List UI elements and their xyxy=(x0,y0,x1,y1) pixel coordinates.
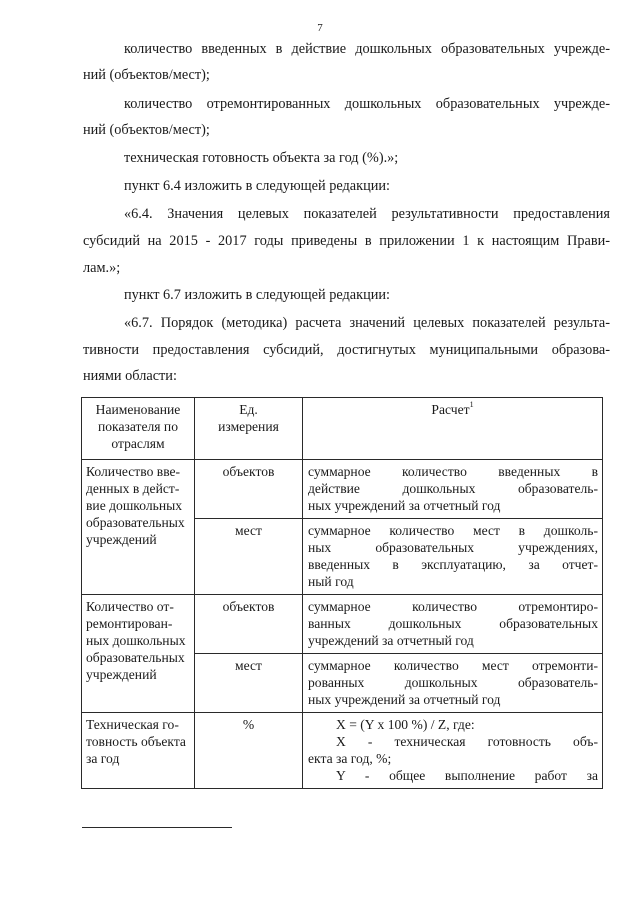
text-line-7: «6.4. Значения целевых показателей результативности предоставления xyxy=(124,206,610,222)
indicator-unit: % xyxy=(195,713,303,789)
text-line-12: тивности предоставления субсидий, достигнутых муниципальными образова- xyxy=(83,342,610,358)
formula: X = (Y x 100 %) / Z, где: xyxy=(336,717,475,732)
header-unit: Ед. измерения xyxy=(195,398,303,460)
text-line-11: «6.7. Порядок (методика) расчета значений целевых показателей результа- xyxy=(124,315,610,331)
indicators-table xyxy=(81,397,603,789)
footnote-mark: 1 xyxy=(469,400,474,409)
page-number: 7 xyxy=(317,22,323,34)
text-line-2: ний (объектов/мест); xyxy=(83,67,210,83)
indicator-name: Техническая го- товность объекта за год xyxy=(82,713,195,789)
indicator-unit: объектов xyxy=(195,595,303,654)
indicator-calc: суммарное количество мест отремонти- рованных дошкольных образователь- ных учреждений за отчетный год xyxy=(303,654,603,713)
indicator-unit: мест xyxy=(195,654,303,713)
text-line-10: пункт 6.7 изложить в следующей редакции: xyxy=(124,287,391,303)
text-line-1: количество введенных в действие дошкольных образовательных учрежде- xyxy=(124,41,610,57)
table-row xyxy=(82,460,603,519)
indicator-unit: объектов xyxy=(195,460,303,519)
text-line-3: количество отремонтированных дошкольных образовательных учрежде- xyxy=(124,96,610,112)
table-row xyxy=(82,595,603,654)
text-line-8: субсидий на 2015 - 2017 годы приведены в приложении 1 к настоящим Прави- xyxy=(83,233,610,249)
table-row xyxy=(82,713,603,789)
header-calc: Расчет$^1$ xyxy=(303,398,603,460)
text-line-4: ний (объектов/мест); xyxy=(83,122,210,138)
indicator-calc: X = (Y x 100 %) / Z, где: X - техническая готовность объ- екта за год, %; Y - общее выполнение работ за xyxy=(303,713,603,789)
indicator-calc: суммарное количество введенных в действие дошкольных образователь- ных учреждений за отчетный год xyxy=(303,460,603,519)
indicator-calc: суммарное количество отремонтиро- ванных дошкольных образовательных учреждений за отчетный год xyxy=(303,595,603,654)
text-line-9: лам.»; xyxy=(83,260,121,276)
table-header-row xyxy=(82,398,603,460)
header-name: Наименование показателя по отраслям xyxy=(82,398,195,460)
indicator-calc: суммарное количество мест в дошколь- ных образовательных учреждениях, введенных в эксплуатацию, за отчет- ный год xyxy=(303,519,603,595)
text-line-6: пункт 6.4 изложить в следующей редакции: xyxy=(124,178,391,194)
footnote-separator xyxy=(82,827,232,828)
indicator-name: Количество от- ремонтирован- ных дошкольных образовательных учреждений xyxy=(82,595,195,713)
text-line-5: техническая готовность объекта за год (%).»; xyxy=(124,150,399,166)
indicator-name: Количество вве- денных в дейст- вие дошкольных образовательных учреждений xyxy=(82,460,195,595)
indicator-unit: мест xyxy=(195,519,303,595)
text-line-13: ниями области: xyxy=(83,368,177,384)
